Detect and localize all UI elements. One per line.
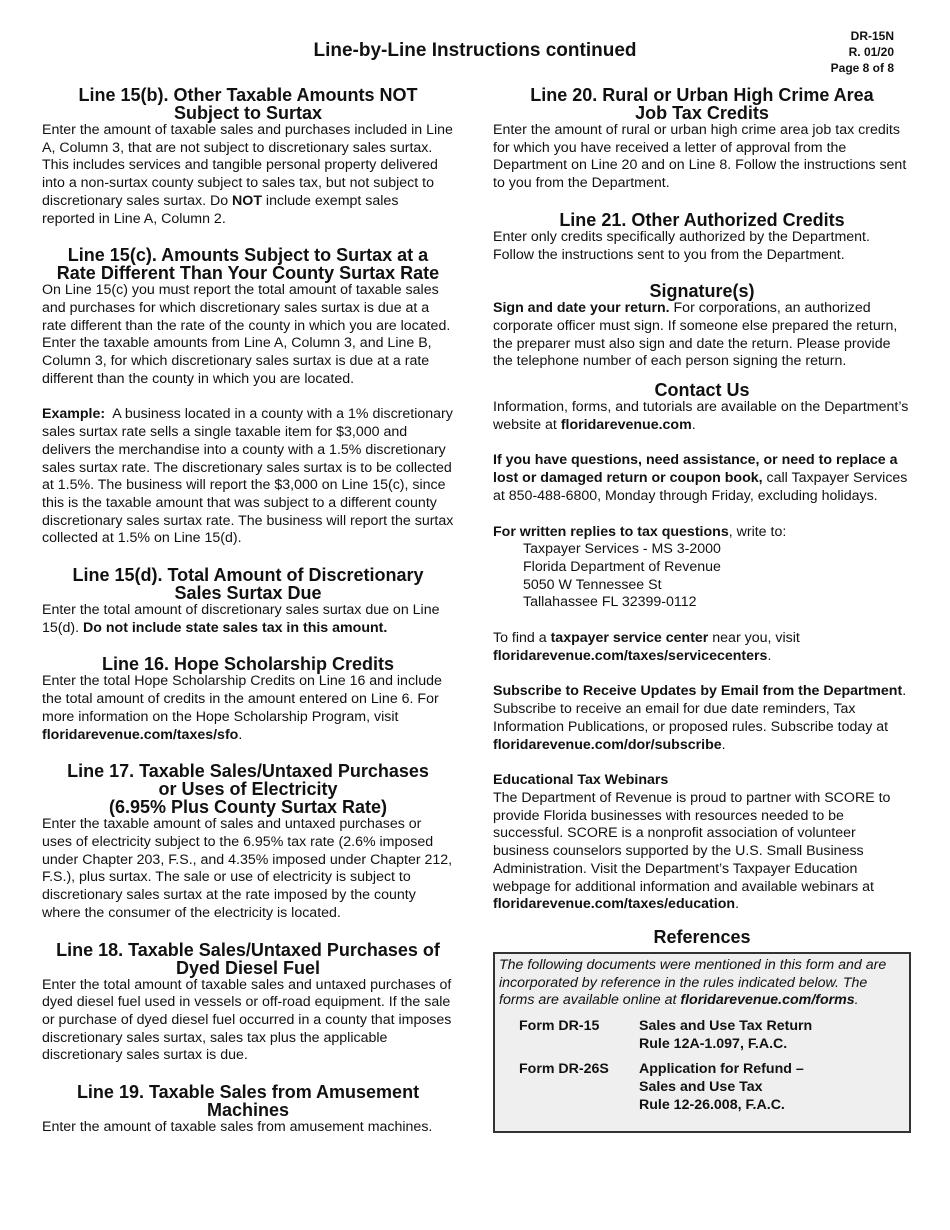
line-19-heading bbox=[42, 1083, 454, 1119]
text-run: . Subscribe to receive an email for due date reminders, Tax Information Publications, or proposed rules. Subscribe today at bbox=[493, 683, 907, 735]
text-run: include exempt sales reported in Line A, Column 2. bbox=[42, 192, 399, 227]
heading-line: Line 20. Rural or Urban High Crime Area bbox=[530, 85, 874, 105]
references-box bbox=[493, 952, 911, 1133]
page-number: Page 8 of 8 bbox=[830, 61, 894, 75]
text-run: . bbox=[767, 647, 772, 664]
text-run: . bbox=[721, 736, 726, 753]
heading-line: Line 15(c). Amounts Subject to Surtax at a bbox=[67, 245, 429, 266]
webinars-text bbox=[493, 790, 911, 914]
bold-text: If you have questions, need assistance, or need to replace a lost or damaged return or coupon book, bbox=[493, 452, 898, 487]
section-contact-us bbox=[493, 381, 911, 914]
line-15c-example bbox=[42, 406, 458, 548]
section-line-15c bbox=[42, 245, 458, 548]
description-line: Sales and Use Tax Return bbox=[639, 1018, 813, 1035]
section-line-15d bbox=[42, 566, 454, 637]
bold-text: For written replies to tax questions bbox=[493, 523, 729, 540]
text-run: Information, forms, and tutorials are available on the Department’s website at bbox=[493, 399, 909, 433]
revision-date: R. 01/20 bbox=[848, 45, 894, 59]
address-line: Taxpayer Services - MS 3-2000 bbox=[523, 541, 721, 558]
heading-line: Line 18. Taxable Sales/Untaxed Purchases of bbox=[56, 939, 440, 960]
mailing-address bbox=[493, 541, 911, 612]
line-21-heading: Line 21. Other Authorized Credits bbox=[559, 209, 845, 230]
text-run: To find a bbox=[493, 630, 551, 647]
description-line: Application for Refund – bbox=[639, 1061, 804, 1078]
heading-line: (6.95% Plus County Surtax Rate) bbox=[108, 797, 388, 818]
subscribe-link[interactable]: floridarevenue.com/dor/subscribe bbox=[493, 736, 722, 753]
description-line: Sales and Use Tax bbox=[639, 1079, 763, 1096]
bold-text: Subscribe to Receive Updates by Email from the Department bbox=[493, 683, 903, 700]
heading-line: Line 17. Taxable Sales/Untaxed Purchases bbox=[67, 761, 429, 782]
sfo-link[interactable]: floridarevenue.com/taxes/sfo bbox=[42, 726, 239, 743]
bold-text: taxpayer service center bbox=[550, 630, 709, 647]
section-line-20 bbox=[493, 86, 911, 193]
heading-line: Line 19. Taxable Sales from Amusement bbox=[76, 1082, 420, 1103]
text-run: The Department of Revenue is proud to partner with SCORE to provide Florida businesses with resources needed to be successful. SCORE is a nonprofit association of volunteer business counselors supported by the U.S. Small Business Administration. Visit the Department’s Taxpayer Education webpage for additional information and available webinars at bbox=[493, 789, 891, 895]
heading-line: Machines bbox=[206, 1100, 290, 1121]
form-name: Form DR-15 bbox=[519, 1018, 600, 1035]
contact-phone-text bbox=[493, 452, 911, 505]
example-label: Example: bbox=[42, 406, 106, 423]
bold-text: NOT bbox=[232, 192, 262, 209]
text-run: The following documents were mentioned in this form and are incorporated by reference in the rules indicated below. The forms are available online at bbox=[499, 956, 887, 1009]
line-15d-text bbox=[42, 602, 454, 637]
heading-line: Sales Surtax Due bbox=[174, 583, 322, 604]
table-row bbox=[499, 1018, 905, 1061]
section-line-15b bbox=[42, 86, 454, 228]
section-line-17 bbox=[42, 762, 454, 922]
text-run: Enter the total amount of discretionary sales surtax due on Line 15(d). bbox=[42, 602, 440, 636]
webinars-title: Educational Tax Webinars bbox=[493, 772, 669, 789]
right-column bbox=[493, 86, 911, 1133]
line-16-text bbox=[42, 673, 454, 744]
text-run: Enter the amount of taxable sales and purchases included in Line A, Column 3, that are not subject to discretionary sales surtax. This includes services and tangible personal property delivered into a non-surtax county subject to sales tax, but not subject to discretionary sales surtax. Do bbox=[42, 122, 453, 209]
line-20-text: Enter the amount of rural or urban high crime area job tax credits for which you have received a letter of approval from the Department on Line 20 and on Line 8. Follow the instructions sent to you from the Department. bbox=[493, 122, 907, 192]
line-20-heading bbox=[493, 86, 911, 122]
form-number: DR-15N bbox=[850, 29, 894, 43]
form-name: Form DR-26S bbox=[519, 1061, 609, 1078]
section-line-21 bbox=[493, 211, 911, 264]
page-title: Line-by-Line Instructions continued bbox=[313, 40, 637, 61]
section-signatures bbox=[493, 282, 911, 371]
section-line-16 bbox=[42, 655, 454, 744]
signatures-text bbox=[493, 300, 911, 371]
website-link[interactable]: floridarevenue.com bbox=[560, 416, 692, 433]
text-run: . bbox=[238, 726, 243, 743]
service-centers-link[interactable]: floridarevenue.com/taxes/servicecenters bbox=[493, 647, 768, 664]
section-line-19 bbox=[42, 1083, 454, 1137]
heading-line: Line 15(d). Total Amount of Discretionary bbox=[72, 565, 424, 586]
forms-link[interactable]: floridarevenue.com/forms bbox=[680, 992, 855, 1009]
bold-text: Sign and date your return. bbox=[493, 300, 670, 317]
section-references bbox=[493, 928, 911, 1133]
references-table bbox=[499, 1018, 905, 1123]
line-21-text: Enter only credits specifically authorized by the Department. Follow the instructions sent to you from the Department. bbox=[493, 228, 870, 263]
form-description bbox=[639, 1018, 905, 1061]
text-run: A business located in a county with a 1% discretionary sales surtax rate sells a single taxable item for $3,000 and delivers the merchandise into a county with a 1.5% discretionary sales surtax rate. The discretionary sales surtax is to be collected at 1.5%. The business will report the $3,000 on Line 15(c), since this is the taxable amount that was subject to a different county discretionary sales surtax rate. The business will report the surtax collected at 1.5% on Line 15(d). bbox=[42, 406, 458, 547]
line-18-heading bbox=[42, 941, 454, 977]
heading-line: or Uses of Electricity bbox=[158, 779, 338, 800]
line-17-heading bbox=[42, 762, 454, 816]
text-run: . bbox=[854, 992, 859, 1009]
heading-line: Line 15(b). Other Taxable Amounts NOT bbox=[78, 85, 418, 105]
line-15b-heading bbox=[42, 86, 454, 122]
heading-line: Subject to Surtax bbox=[173, 103, 323, 123]
text-run: . bbox=[691, 416, 696, 433]
line-17-text: Enter the taxable amount of sales and untaxed purchases or uses of electricity subject to the 6.95% tax rate (2.6% imposed under Chapter 203, F.S., and 4.35% imposed under Chapter 212, F.S.), plus surtax. The sale or use of electricity is subject to discretionary sales surtax at the rate imposed by the county where the consumer of the electricity is located. bbox=[42, 816, 453, 921]
description-line: Rule 12A-1.097, F.A.C. bbox=[639, 1035, 788, 1052]
text-run: For corporations, an authorized corporate officer must sign. If someone else prepared the return, the preparer must also sign and date the return. Please provide the telephone number of each person signing the return. bbox=[493, 300, 898, 370]
form-description bbox=[639, 1061, 905, 1122]
education-link[interactable]: floridarevenue.com/taxes/education bbox=[493, 896, 736, 913]
text-run: . bbox=[735, 896, 740, 913]
text-run: , write to: bbox=[728, 523, 787, 540]
heading-line: Dyed Diesel Fuel bbox=[175, 957, 321, 978]
section-line-18 bbox=[42, 941, 454, 1066]
text-run: Enter the total Hope Scholarship Credits on Line 16 and include the total amount of credits in the amount entered on Line 6. For more information on the Hope Scholarship Program, visit bbox=[42, 673, 442, 725]
line-18-text: Enter the total amount of taxable sales and untaxed purchases of dyed diesel fuel used in vessels or off-road equipment. If the sale or purchase of dyed diesel fuel occurred in a county that imposes discretionary sales surtax, sales tax plus the applicable discretionary sales surtax is due. bbox=[42, 976, 452, 1064]
line-15d-heading bbox=[42, 566, 454, 602]
references-note bbox=[499, 957, 905, 1010]
contact-website-text bbox=[493, 399, 911, 434]
description-line: Rule 12-26.008, F.A.C. bbox=[639, 1096, 785, 1113]
address-line: Florida Department of Revenue bbox=[523, 558, 721, 575]
text-run: near you, visit bbox=[708, 630, 800, 647]
line-16-heading: Line 16. Hope Scholarship Credits bbox=[101, 654, 395, 675]
text-run: call Taxpayer Services at 850-488-6800, Monday through Friday, excluding holidays. bbox=[493, 470, 908, 504]
line-15c-text: On Line 15(c) you must report the total amount of taxable sales and purchases for which discretionary sales surtax is due at a rate different than the rate of the county in which you are located. Enter the taxable amounts from Line A, Column 3, and Line B, Column 3, for which discretionary sales surtax is due at a rate different than the county in which you are located. bbox=[42, 282, 451, 387]
contact-heading: Contact Us bbox=[654, 380, 750, 401]
contact-subscribe-text bbox=[493, 683, 911, 754]
heading-line: Rate Different Than Your County Surtax Rate bbox=[56, 263, 440, 284]
address-line: 5050 W Tennessee St bbox=[523, 576, 662, 593]
bold-text: Do not include state sales tax in this amount. bbox=[83, 619, 388, 636]
contact-service-center-text bbox=[493, 630, 911, 665]
contact-written-text bbox=[493, 524, 911, 542]
references-heading: References bbox=[653, 926, 751, 947]
table-row bbox=[499, 1061, 905, 1122]
line-15c-heading bbox=[42, 246, 454, 282]
heading-line: Job Tax Credits bbox=[635, 103, 769, 123]
left-column bbox=[42, 85, 458, 1155]
address-line: Tallahassee FL 32399-0112 bbox=[523, 594, 697, 611]
line-19-text: Enter the amount of taxable sales from amusement machines. bbox=[42, 1119, 433, 1136]
line-15b-text bbox=[42, 122, 454, 228]
signatures-heading: Signature(s) bbox=[649, 281, 755, 302]
